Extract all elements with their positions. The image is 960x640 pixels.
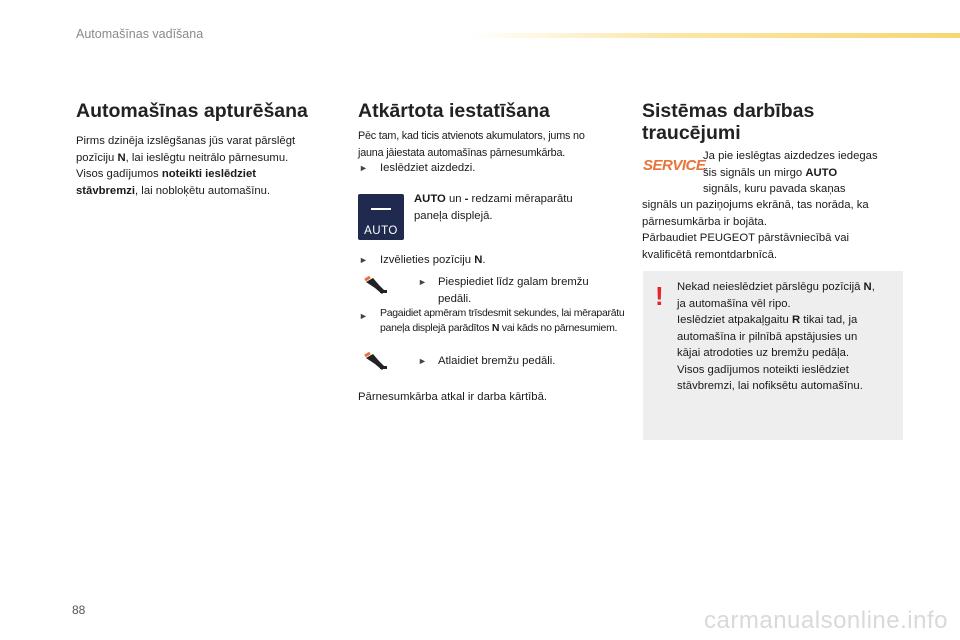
stopping-line-3: Visos gadījumos noteikti ieslēdziet: [76, 168, 256, 180]
bullet-icon: ►: [418, 356, 427, 366]
reset-final-note: Pārnesumkārba atkal ir darba kārtībā.: [358, 391, 548, 403]
section-header: Automašīnas vadīšana: [76, 27, 204, 41]
bullet-icon: ►: [418, 277, 427, 287]
auto-icon-label: AUTO: [364, 225, 398, 237]
stopping-line-4: stāvbremzi, lai nobloķētu automašīnu.: [76, 184, 271, 197]
column-malfunction: [642, 100, 907, 290]
watermark: carmanualsonline.info: [704, 607, 948, 634]
exclamation-icon: !: [655, 281, 664, 311]
malfunction-text-bottom: signāls un paziņojums ekrānā, tas norāda, ka pārnesumkārba ir bojāta. Pārbaudiet PEUGEOT pārstāvniecībā vai kvalificētā remontdarbnīcā.: [642, 199, 869, 261]
auto-display-icon: [358, 194, 404, 240]
reset-step-wait: Pagaidiet apmēram trīsdesmit sekundes, lai mēraparātu paneļa displejā parādītos N vai kāds no pārnesumiem.: [380, 307, 625, 334]
auto-display-text: AUTO un - redzami mēraparātu paneļa displejā.: [414, 193, 573, 222]
service-warning-icon: SERVICE: [643, 157, 706, 174]
reset-step-release-pedal: Atlaidiet bremžu pedāli.: [438, 355, 556, 367]
foot-release-pedal-icon: [364, 352, 388, 372]
stopping-line-2: pozīciju N, lai ieslēgtu neitrālo pārnesumu.: [76, 151, 289, 164]
foot-press-pedal-icon: [364, 276, 388, 296]
page-number: 88: [72, 603, 86, 617]
header-accent-bar: [470, 33, 960, 38]
warning-text: Nekad neieslēdziet pārslēgu pozīcijā N, ja automašīna vēl ripo. Ieslēdziet atpakaļgaitu R tikai tad, ja automašīna ir pilnībā apstājusies un kājai atrodoties uz bremžu pedāļa. Visos gadījumos noteikti ieslēdziet stāvbremzi, lai nofiksētu automašīnu.: [677, 281, 875, 392]
column-stopping: [76, 100, 336, 199]
bullet-icon: ►: [359, 255, 368, 265]
bullet-icon: ►: [359, 311, 368, 321]
heading-reset: Atkārtota iestatīšana: [358, 100, 550, 122]
stopping-line-1: Pirms dzinēja izslēgšanas jūs varat pārslēgt: [76, 135, 296, 147]
heading-malfunction: Sistēmas darbības traucējumi: [642, 100, 815, 144]
reset-intro: Pēc tam, kad ticis atvienots akumulators, jums no jauna jāiestata automašīnas pārnesumkārba.: [358, 130, 585, 159]
bullet-icon: ►: [359, 163, 368, 173]
reset-step-ignition: Ieslēdziet aizdedzi.: [380, 162, 476, 174]
dash-icon: [371, 208, 391, 210]
heading-stopping: Automašīnas apturēšana: [76, 100, 308, 122]
malfunction-text-top: Ja pie ieslēgtas aizdedzes iedegas šis signāls un mirgo AUTO signāls, kuru pavada skaņas: [703, 150, 878, 195]
reset-step-select-n: Izvēlieties pozīciju N.: [380, 254, 486, 266]
reset-step-press-pedal: Piespiediet līdz galam bremžu pedāli.: [438, 276, 589, 305]
column-reset: [358, 100, 628, 420]
